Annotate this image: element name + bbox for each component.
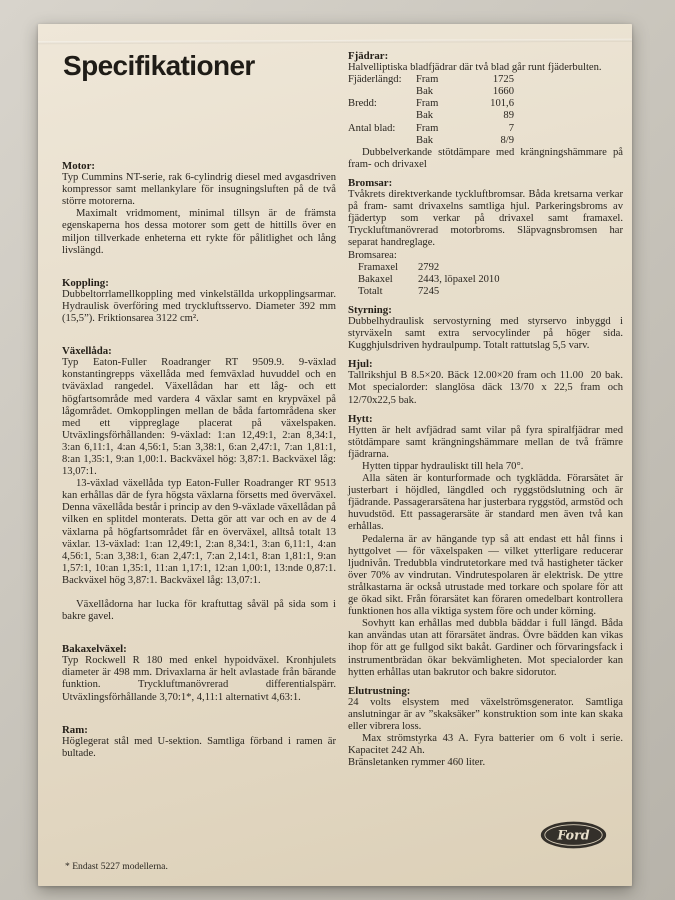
table-row (348, 286, 623, 298)
table-row (348, 110, 623, 122)
row-value: 2792 (418, 261, 440, 273)
table-row (348, 123, 623, 135)
table-row (348, 135, 623, 147)
row-value: 89 (503, 110, 514, 122)
paragraph: Tvåkrets direktverkande tyckluftbromsar. Båda kretsarna verkar på fram- samt drivaxelns samtliga hjul. Parkeringsbroms av fjädertyp som verkar på drivaxel samt framaxel. Tryckluftmanövrerad motorbroms. Släpvagnsbromsen har separat handreglage. (348, 189, 623, 249)
paragraph: 24 volts elsystem med växelströmsgenerator. Samtliga anslutningar är av ”skaksäker” konstruktion som inte kan skaka eller vibrera loss. (348, 696, 623, 732)
paragraph: Hytten är helt avfjädrad samt vilar på fyra spiralfjädrar med stötdämpare samt krängningshämmare mellan de två främre fjädrarna. (348, 424, 623, 460)
section-styrning (348, 304, 623, 352)
row-value: 2443, löpaxel 2010 (418, 273, 500, 285)
paragraph: Halvelliptiska bladfjädrar där två blad går runt fjäderbulten. (348, 62, 602, 74)
row-key: Bak (416, 86, 434, 98)
section-heading: Motor: (62, 160, 95, 172)
section-hjul (348, 358, 623, 406)
paragraph: Typ Cummins NT-serie, rak 6-cylindrig diesel med avgasdriven kompressor samt mellankylare för insugningsluften på de två större motorerna. (62, 172, 336, 208)
paragraph: Dubbeltorrlamellkoppling med vinkelställda urkopplingsarmar. Hydraulisk överföring med tryckluftsservo. Diameter 392 mm (15,5”). Friktionsarea 3122 cm². (62, 288, 336, 325)
section-heading: Fjädrar: (348, 50, 389, 62)
paragraph: Bränsletanken rymmer 460 liter. (348, 757, 486, 769)
paragraph: Alla säten är konturformade och tygklädda. Förarsätet är justerbart i höjdled, längdled och ryggstödslutning och är fjädrande. Passagerarsätena har justerbara ryggstöd, armstöd och huvudstöd. Ett passagerarsäte är standard men även två kan erhållas. (348, 473, 623, 533)
row-label: Fjäderlängd: (348, 74, 402, 86)
section-heading: Växellåda: (62, 345, 112, 358)
row-key: Bak (416, 110, 434, 122)
paragraph: Typ Rockwell R 180 med enkel hypoidväxel. Kronhjulets diameter är 498 mm. Drivaxlarna är helt avlastade från bärande funktion. Tryckluftmanövrerad differentialspärr. Utväxlingsförhållande 3,70:1*, 4,11:1 alternativt 4,63:1. (62, 655, 336, 703)
section-elutrustning (348, 685, 623, 770)
ford-logo-text: Ford (557, 827, 590, 843)
row-key: Bak (416, 134, 434, 146)
row-key: Fram (416, 98, 439, 110)
footnote: * Endast 5227 modellerna. (65, 861, 168, 872)
brake-area-table (348, 262, 623, 298)
paragraph: 13-växlad växellåda typ Eaton-Fuller Roadranger RT 9513 kan erhållas där de fyra högsta växlarna försetts med överväxel. Denna växellåda består i princip av den 9-växlade växellådan på vilken en splitdel monterats. Detta gör att var och en av de 4 växlarna på högfartsområdet får en överväxel, alltså totalt 13 växlar. 13-växlad: 1:an 12,49:1, 2:an 8,34:1, 3:an 6,11:1, 4:an 4,56:1, 5:an 3,38:1, 6:an 2,47:1, 7:an 2,14:1, 8:an 1,81:1, 9:an 1,57:1, 10:an 1,35:1, 11:an 1,17:1, 12:an 1,00:1, 13:nde 0,87:1. Backväxel hög 3,87:1. Backväxel låg: 13,07:1. (62, 478, 336, 586)
brake-area-subheading: Bromsarea: (348, 249, 397, 261)
section-ram (62, 724, 336, 760)
row-value: 1660 (492, 86, 514, 98)
section-heading: Bakaxelväxel: (62, 643, 127, 656)
paragraph: Dubbelhydraulisk servostyrning med styrservo inbyggd i styrväxeln samt extra servocylinder på höger sida. Kugghjulsdriven hydraulpump. Totalt rattutslag 5,5 varv. (348, 315, 623, 352)
row-label: Bakaxel (358, 273, 393, 285)
row-label (348, 135, 416, 147)
paper-fold-crease (38, 39, 632, 45)
paragraph: Höglegerat stål med U-sektion. Samtliga förband i ramen är bultade. (62, 735, 336, 759)
page-title: Specifikationer (63, 50, 255, 81)
row-label: Framaxel (358, 261, 399, 273)
row-key: Fram (416, 122, 439, 134)
right-column (348, 50, 623, 775)
section-bromsar (348, 177, 623, 298)
section-fjadrar (348, 50, 623, 171)
table-row (348, 98, 623, 110)
row-key: Fram (416, 74, 439, 86)
section-heading: Bromsar: (348, 176, 393, 189)
paragraph: Hytten tippar hydrauliskt till hela 70°. (362, 461, 524, 472)
paragraph: Maximalt vridmoment, minimal tillsyn är de främsta egenskaperna hos dessa motorer som gett de hittills över en miljon tillverkade enheterna ett rykte för pålitlighet och lång livslängd. (62, 208, 336, 256)
paragraph: Pedalerna är av hängande typ så att endast ett hål finns i hyttgolvet — för växelspaken — vilket ytterligare reducerar ljudnivån. Tredubbla vindrutetorkare med två hastigheter täcker över 70% av vindrutan. Vindrutespolaren är elektrisk. De yttre strålkastarna är också utrustade med torkare och spolare för att ge ökad sikt. Från förarsätet kan föraren omedelbart kontrollera funktionen hos alla viktiga system före och under körning. (348, 533, 623, 618)
row-value: 8/9 (500, 134, 514, 146)
section-heading: Styrning: (348, 303, 392, 316)
left-column (62, 160, 336, 780)
paragraph: Max strömstyrka 43 A. Fyra batterier om 6 volt i serie. Kapacitet 242 Ah. (348, 733, 623, 757)
row-value: 7245 (418, 285, 440, 297)
section-heading: Hytt: (348, 412, 373, 425)
paragraph: Dubbelverkande stötdämpare med krängningshämmare på fram- och drivaxel (348, 146, 623, 170)
row-label: Totalt (358, 285, 383, 297)
table-row (348, 262, 623, 274)
spec-sheet-paper (38, 24, 632, 886)
paragraph: Växellådorna har lucka för kraftuttag såväl på sida som i bakre gavel. (62, 599, 336, 623)
row-label: Antal blad: (348, 122, 396, 134)
row-label (348, 86, 416, 98)
table-row (348, 74, 623, 86)
ford-logo (540, 821, 607, 849)
row-label (348, 110, 416, 122)
section-heading: Elutrustning: (348, 684, 411, 697)
table-row (348, 86, 623, 98)
section-heading: Hjul: (348, 358, 373, 371)
paragraph: Tallrikshjul B 8.5×20. Bäck 12.00×20 fram och 11.00 20 bak. Mot specialorder: slanglösa däck 13/70 x 22,5 fram och 12/70x22,5 bak. (348, 370, 623, 406)
paragraph: Sovhytt kan erhållas med dubbla bäddar i full längd. Båda kan användas utan att förarsätet ändras. Övre bädden kan vikas ihop för att ge fullgod sikt bakåt. Gardiner och förvaringsfack i instrumentbrädan ökar bekvämligheten. Mot specialorder kan hytten erhållas utan bakrutor och bakre sidorutor. (348, 618, 623, 678)
row-label: Bredd: (348, 98, 377, 110)
section-motor (62, 160, 336, 257)
section-hytt (348, 413, 623, 679)
section-bakaxelvaxel (62, 643, 336, 703)
section-heading: Koppling: (62, 276, 109, 289)
row-value: 1725 (492, 74, 514, 86)
section-heading: Ram: (62, 723, 88, 736)
row-value: 7 (508, 122, 514, 134)
paragraph: Typ Eaton-Fuller Roadranger RT 9509.9. 9-växlad konstantingrepps växellåda med femväxlad huvuddel och en tväväxlad rangedel. Växellådan har ett låg- och ett högfartsområde med vardera 4 växlar samt en krypväxel på lågområdet. Omkopplingen mellan de båda fartområdena sker med ett vippreglage placerat på växelspaken. Utväxlingsförhållanden: 9-växlad: 1:an 12,49:1, 2:an 8,34:1, 3:an 6,11:1, 4:an 4,56:1, 5:an 3,38:1, 6:an 2,47:1, 7:an 1,81:1, 8:an 1,35:1, 9:an 1,00:1. Backväxel hög: 3,87:1. Backväxel låg: 13,07:1. (62, 357, 336, 478)
section-koppling (62, 277, 336, 325)
section-vaxellada (62, 345, 336, 623)
table-row (348, 274, 623, 286)
spring-spec-table (348, 74, 623, 147)
row-value: 101,6 (490, 98, 514, 110)
